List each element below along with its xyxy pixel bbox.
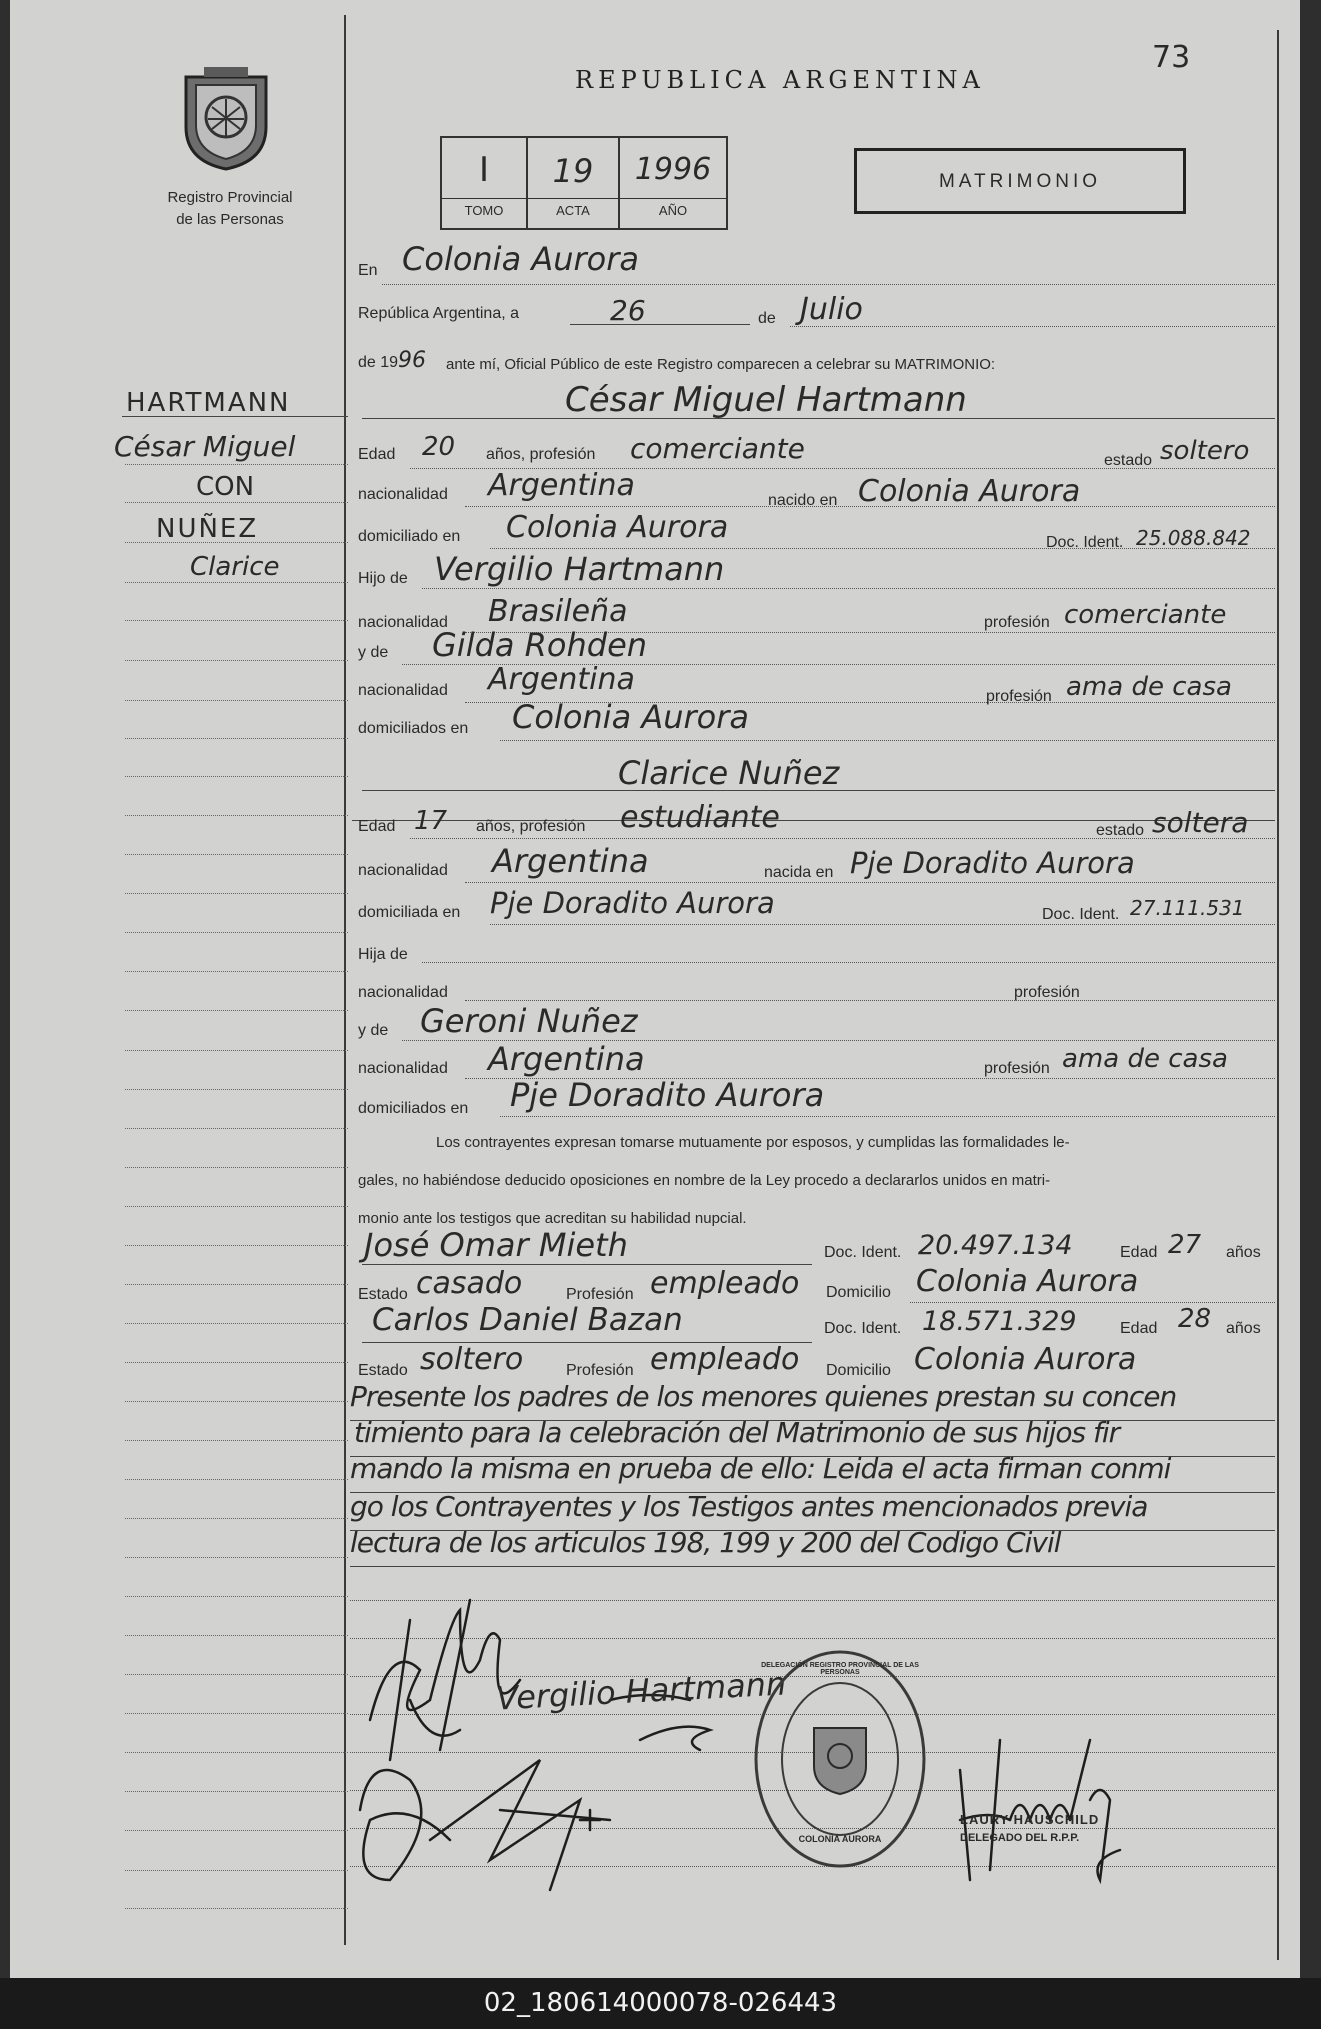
registry-title-line2: de las Personas	[176, 211, 284, 228]
witness1-profesion-label: Profesión	[566, 1286, 634, 1303]
bride-mother-nacionalidad-label: nacionalidad	[358, 1060, 448, 1077]
witness1-status: casado	[416, 1266, 523, 1301]
bride-parents-domiciliados-label: domiciliados en	[358, 1100, 469, 1117]
bride-mother-profesion-label: profesión	[984, 1060, 1050, 1077]
official-title: DELEGADO DEL R.P.P.	[960, 1832, 1080, 1844]
bride-mother: Geroni Nuñez	[420, 1002, 638, 1040]
witness2-edad-label: Edad	[1120, 1320, 1158, 1337]
notes-line1: Presente los padres de los menores quienes prestan su concen	[350, 1380, 1177, 1413]
witness1-address: Colonia Aurora	[916, 1264, 1139, 1299]
witness1-doc: 20.497.134	[918, 1230, 1073, 1261]
hijo-de-label: Hijo de	[358, 570, 408, 587]
groom-mother-profession: ama de casa	[1066, 672, 1232, 702]
witness2-age: 28	[1178, 1304, 1212, 1334]
acta-label: ACTA	[556, 203, 590, 218]
groom-father-profession: comerciante	[1064, 600, 1227, 630]
official-signature-drawing	[950, 1700, 1140, 1890]
day-value: 26	[610, 294, 646, 327]
margin-rule	[344, 15, 346, 1945]
groom-estado-label: estado	[1104, 452, 1153, 469]
bride-nacida-label: nacida en	[764, 864, 834, 881]
folio-number: 73	[1152, 40, 1191, 75]
witness2-anos-label: años	[1226, 1320, 1261, 1337]
groom-age: 20	[422, 432, 456, 462]
margin-surname2: NUÑEZ	[156, 514, 259, 544]
bride-birthplace: Pje Doradito Aurora	[850, 846, 1135, 880]
month-de-label: de	[758, 310, 776, 327]
witness1-name: José Omar Mieth	[364, 1226, 628, 1264]
groom-nacido-label: nacido en	[768, 492, 838, 509]
bride-address: Pje Doradito Aurora	[490, 886, 775, 920]
registry-title-line1: Registro Provincial	[167, 189, 293, 206]
groom-parents-address: Colonia Aurora	[512, 698, 750, 736]
official-stamp	[752, 1648, 928, 1870]
bride-edad-label: Edad	[358, 818, 396, 835]
groom-domiciliado-label: domiciliado en	[358, 528, 461, 545]
witness1-profession: empleado	[650, 1266, 800, 1301]
bride-father-nacionalidad-label: nacionalidad	[358, 984, 448, 1001]
bride-domiciliada-label: domiciliada en	[358, 904, 461, 921]
right-rule	[1277, 30, 1279, 1960]
doc-type-box	[854, 148, 1186, 214]
witness2-address: Colonia Aurora	[914, 1342, 1137, 1377]
groom-nacionalidad-label: nacionalidad	[358, 486, 448, 503]
place-value: Colonia Aurora	[402, 240, 640, 278]
declaration-line1: Los contrayentes expresan tomarse mutuamente por esposos, y cumplidas las formalidades le-	[436, 1134, 1070, 1151]
republica-label: República Argentina, a	[358, 305, 519, 322]
groom-nationality: Argentina	[488, 468, 635, 503]
country-title: REPUBLICA ARGENTINA	[575, 66, 985, 94]
bride-status: soltera	[1152, 806, 1249, 839]
contrayente-signature-drawing	[350, 1580, 810, 1900]
parent-signature: Vergilio Hartmann	[495, 1664, 788, 1718]
bride-y-de-label: y de	[358, 1022, 389, 1039]
margin-con: CON	[196, 472, 255, 502]
witness2-doc-label: Doc. Ident.	[824, 1320, 902, 1337]
bride-doc: 27.111.531	[1130, 896, 1245, 920]
record-box	[440, 136, 728, 230]
bride-parents-address: Pje Doradito Aurora	[510, 1076, 825, 1114]
bride-mother-profession: ama de casa	[1062, 1044, 1228, 1074]
bride-anos-label: años, profesión	[476, 818, 586, 835]
witness1-edad-label: Edad	[1120, 1244, 1158, 1261]
bride-estado-label: estado	[1096, 822, 1145, 839]
mother-profesion-label: profesión	[986, 688, 1052, 705]
groom-doc-label: Doc. Ident.	[1046, 534, 1124, 551]
margin-name1: César Miguel	[114, 430, 296, 463]
hija-de-label: Hija de	[358, 946, 408, 963]
witness1-anos-label: años	[1226, 1244, 1261, 1261]
groom-mother: Gilda Rohden	[432, 626, 648, 664]
notes-line4: go los Contrayentes y los Testigos antes mencionados previa	[350, 1490, 1148, 1523]
groom-anos-label: años, profesión	[486, 446, 596, 463]
witness2-domicilio-label: Domicilio	[826, 1362, 891, 1379]
bride-doc-label: Doc. Ident.	[1042, 906, 1120, 923]
margin-name2: Clarice	[190, 552, 280, 582]
groom-address: Colonia Aurora	[506, 510, 729, 545]
y-de-label: y de	[358, 644, 389, 661]
parents-domiciliados-label: domiciliados en	[358, 720, 469, 737]
month-value: Julio	[800, 292, 863, 327]
doc-type-label: MATRIMONIO	[938, 171, 1102, 192]
groom-mother-nationality: Argentina	[488, 662, 635, 697]
bride-nacionalidad-label: nacionalidad	[358, 862, 448, 879]
witness1-domicilio-label: Domicilio	[826, 1284, 891, 1301]
witness1-estado-label: Estado	[358, 1286, 408, 1303]
margin-surname1: HARTMANN	[126, 388, 291, 418]
ante-text: ante mí, Oficial Público de este Registro comparecen a celebrar su MATRIMONIO:	[446, 356, 996, 373]
father-profesion-label: profesión	[984, 614, 1050, 631]
witness2-profession: empleado	[650, 1342, 800, 1377]
groom-edad-label: Edad	[358, 446, 396, 463]
witness1-doc-label: Doc. Ident.	[824, 1244, 902, 1261]
year-value: 96	[398, 348, 427, 373]
witness2-profesion-label: Profesión	[566, 1362, 634, 1379]
mother-nacionalidad-label: nacionalidad	[358, 682, 448, 699]
tomo-value: I	[478, 150, 490, 190]
bride-nationality: Argentina	[492, 842, 649, 880]
bride-profession: estudiante	[620, 800, 780, 835]
acta-value: 19	[552, 152, 594, 190]
groom-status: soltero	[1160, 436, 1250, 466]
document-page	[10, 0, 1300, 1978]
stamp-text: DELEGACIÓN REGISTRO PROVINCIAL DE LAS PERSONAS	[761, 1662, 919, 1676]
declaration-line3: monio ante los testigos que acreditan su habilidad nupcial.	[358, 1210, 747, 1227]
bride-full-name: Clarice Nuñez	[618, 754, 840, 792]
stamp-place: COLONIA AURORA	[798, 1834, 882, 1844]
groom-birthplace: Colonia Aurora	[858, 474, 1081, 509]
year-label: de 1996	[358, 348, 427, 373]
notes-line2: timiento para la celebración del Matrimonio de sus hijos fir	[354, 1416, 1120, 1449]
official-name: LAURY HAUSCHILD	[960, 1812, 1100, 1827]
witness2-doc: 18.571.329	[922, 1306, 1077, 1337]
witness2-status: soltero	[420, 1342, 524, 1377]
witness2-estado-label: Estado	[358, 1362, 408, 1379]
bride-father-profesion-label: profesión	[1014, 984, 1080, 1001]
bride-mother-nationality: Argentina	[488, 1040, 645, 1078]
anio-label: AÑO	[658, 203, 688, 218]
groom-doc: 25.088.842	[1136, 526, 1251, 550]
anio-value: 1996	[634, 152, 712, 187]
notes-line5: lectura de los articulos 198, 199 y 200 del Codigo Civil	[350, 1526, 1061, 1559]
bride-age: 17	[414, 806, 448, 836]
witness2-name: Carlos Daniel Bazan	[372, 1302, 683, 1338]
declaration-line2: gales, no habiéndose deducido oposiciones en nombre de la Ley procedo a declararlos unidos en matri-	[358, 1172, 1051, 1189]
father-nacionalidad-label: nacionalidad	[358, 614, 448, 631]
provincial-seal-logo	[178, 65, 274, 171]
groom-profession: comerciante	[630, 432, 805, 465]
groom-father: Vergilio Hartmann	[434, 550, 725, 588]
witness1-age: 27	[1168, 1230, 1202, 1260]
en-label: En	[358, 262, 378, 279]
groom-full-name: César Miguel Hartmann	[565, 380, 967, 420]
groom-father-nationality: Brasileña	[488, 594, 628, 629]
tomo-label: TOMO	[464, 203, 504, 218]
document-id-footer: 02_180614000078-026443	[0, 1978, 1321, 2029]
notes-line3: mando la misma en prueba de ello: Leida el acta firman conmi	[350, 1452, 1171, 1485]
